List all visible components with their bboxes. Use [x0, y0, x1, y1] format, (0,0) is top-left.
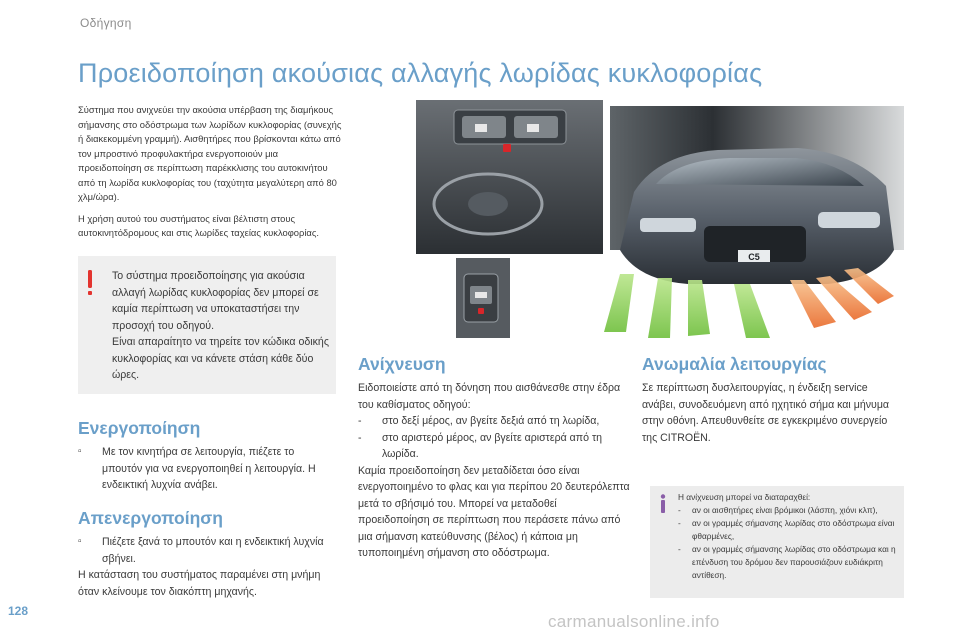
deactivation-bullet: Πιέζετε ξανά το μπουτόν και η ενδεικτική λυχνία σβήνει. — [102, 536, 324, 565]
section-header: Οδήγηση — [80, 16, 132, 30]
info-item: αν οι γραμμές σήμανσης λωρίδας στο οδόστρωμα και η επένδυση του δρόμου δεν παρουσιάζουν ευδιάκριτη αντίθεση. — [692, 544, 896, 580]
lane-departure-photo — [358, 100, 904, 343]
info-box — [650, 486, 904, 598]
info-text — [678, 491, 900, 582]
car-illustration — [358, 100, 904, 343]
info-intro: Η ανίχνευση μπορεί να διαταραχθεί: — [678, 492, 811, 502]
lane-button-panel — [456, 258, 510, 338]
detection-intro: Ειδοποιείστε από τη δόνηση που αισθάνεσθε στην έδρα του καθίσματος οδηγού: — [358, 382, 621, 411]
dash-marker: - — [678, 518, 681, 528]
detection-dash-1: στο δεξί μέρος, αν βγείτε δεξιά από τη λωρίδα, — [382, 415, 600, 427]
deactivation-note: Η κατάσταση του συστήματος παραμένει στη μνήμη όταν κλείνουμε τον διακόπτη μηχανής. — [78, 569, 321, 598]
intro-text — [78, 103, 343, 248]
bullet-icon: ▫ — [78, 536, 82, 547]
malfunction-title: Ανωμαλία λειτουργίας — [642, 354, 827, 374]
exclamation-icon — [86, 270, 94, 296]
intro-paragraph-1: Σύστημα που ανιχνεύει την ακούσια υπέρβαση της διαμήκους σήμανσης στο οδόστρωμα των λωρίδων κυκλοφορίας (συνεχής ή διακεκομμένη γραμμή). Αισθητήρες που βρίσκονται κάτω από τον μπροστινό προφυλακτήρα ενεργοποιούν μια προειδοποίηση σε περίπτωση παρέκκλισης του αυτοκινήτου από τη λωρίδα κυκλοφορίας του (ταχύτητα μεγαλύτερη από 80 χλμ/ώρα). — [78, 104, 342, 202]
info-item: αν οι αισθητήρες είναι βρόμικοι (λάσπη, χιόνι κλπ), — [692, 505, 878, 515]
intro-paragraph-2: Η χρήση αυτού του συστήματος είναι βέλτιστη στους αυτοκινητόδρομους και στις λωρίδες ταχείας κυκλοφορίας. — [78, 212, 319, 238]
dash-marker: - — [358, 415, 362, 427]
warning-text — [112, 268, 330, 384]
bullet-icon: ▫ — [78, 446, 82, 457]
warning-line-2: Είναι απαραίτητο να τηρείτε τον κώδικα οδικής κυκλοφορίας και να κάνετε στάση κάθε δύο ώρες. — [112, 336, 329, 381]
deactivation-title: Απενεργοποίηση — [78, 508, 223, 528]
dash-marker: - — [678, 505, 681, 515]
info-icon — [658, 494, 668, 514]
page-title: Προειδοποίηση ακούσιας αλλαγής λωρίδας κυκλοφορίας — [78, 58, 763, 88]
warning-line-1: Το σύστημα προειδοποίησης για ακούσια αλλαγή λωρίδας κυκλοφορίας δεν μπορεί σε καμία περίπτωση να υποκαταστήσει την προσοχή του οδηγού. — [112, 270, 319, 332]
info-item: αν οι γραμμές σήμανσης λωρίδας στο οδόστρωμα είναι φθαρμένες, — [692, 518, 895, 541]
detection-note: Καμία προειδοποίηση δεν μεταδίδεται όσο είναι ενεργοποιημένο το φλας και για περίπου 20 δευτερόλεπτα μετά το σβήσιμό του. Μπορεί να μεταδοθεί προειδοποίηση σε περίπτωση που περάσετε πάνω από μια σήμανση κατεύθυνσης (βέλος) ή κάποια μη τυποποιημένη σήμανση στο οδόστρωμα. — [358, 464, 630, 559]
activation-title: Ενεργοποίηση — [78, 418, 201, 438]
detection-title: Ανίχνευση — [358, 354, 446, 374]
page-number: 128 — [8, 604, 29, 618]
warning-box — [78, 256, 336, 394]
deactivation-text — [78, 534, 336, 600]
watermark: carmanualsonline.info — [548, 612, 720, 631]
model-badge: C5 — [748, 252, 760, 262]
dash-marker: - — [678, 544, 681, 554]
detection-dash-2: στο αριστερό μέρος, αν βγείτε αριστερά από τη λωρίδα. — [382, 431, 603, 460]
activation-text — [78, 444, 336, 494]
detection-text — [358, 380, 630, 562]
activation-bullet: Με τον κινητήρα σε λειτουργία, πιέζετε το μπουτόν για να ενεργοποιηθεί η λειτουργία. Η ενδεικτική λυχνία ανάβει. — [102, 446, 316, 491]
dash-marker: - — [358, 431, 362, 444]
malfunction-text: Σε περίπτωση δυσλειτουργίας, η ένδειξη service ανάβει, συνοδευόμενη από ηχητικό σήμα και μήνυμα στην οθόνη. Απευθυνθείτε σε εγκεκριμένο συνεργείο της CITROËN. — [642, 382, 890, 444]
